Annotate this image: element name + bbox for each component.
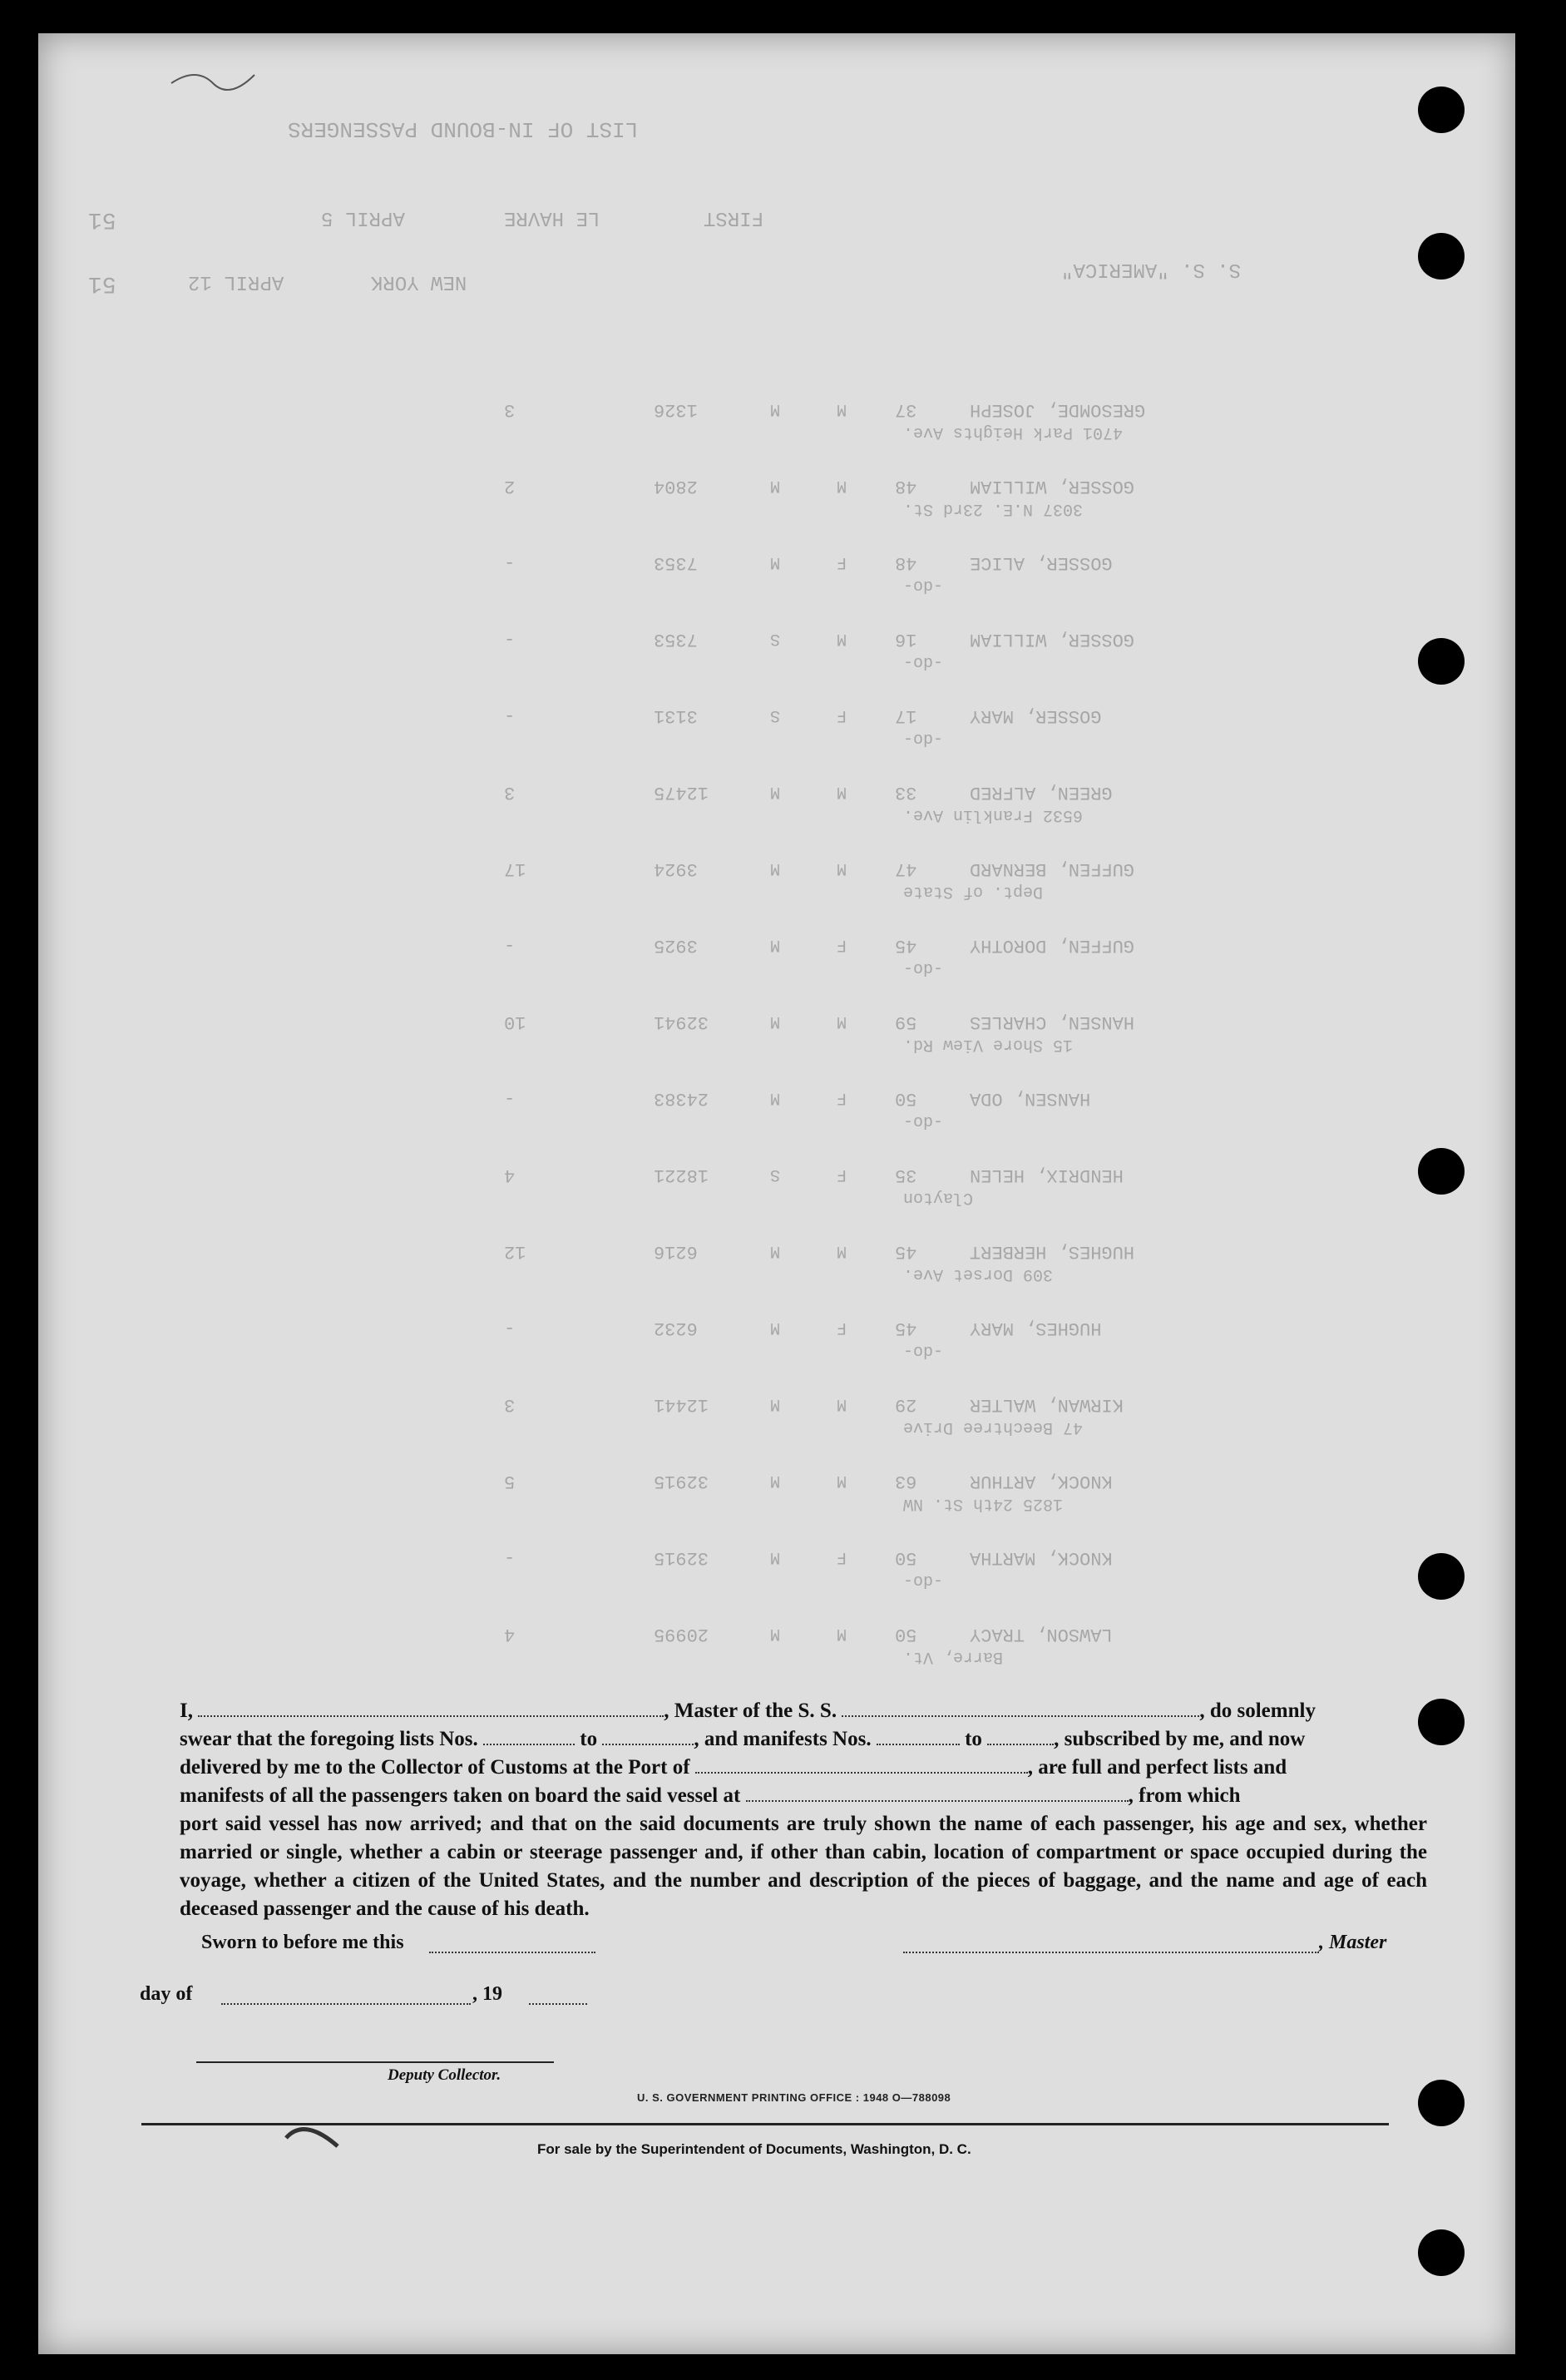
ghost-row-ms: M bbox=[770, 1394, 781, 1413]
ghost-row-age: 17 bbox=[895, 705, 917, 726]
ghost-row-bag: - bbox=[504, 1547, 516, 1568]
departure-port-blank[interactable] bbox=[746, 1785, 1129, 1802]
sworn-label: Sworn to before me this bbox=[201, 1932, 404, 1953]
ghost-row-age: 37 bbox=[895, 399, 917, 420]
ghost-row-bag: - bbox=[504, 705, 516, 726]
ghost-row-sex: F bbox=[837, 1547, 847, 1566]
ghost-row-ms: S bbox=[770, 705, 781, 725]
manifests-from-blank[interactable] bbox=[877, 1729, 960, 1745]
master-label: , Master bbox=[1319, 1932, 1387, 1953]
ghost-row-addr: 1825 24th St. NW bbox=[903, 1494, 1064, 1513]
ghost-row-sex: M bbox=[837, 1241, 847, 1260]
ghost-row-name: HUGHES, MARY bbox=[970, 1318, 1102, 1338]
ghost-row-bag: 10 bbox=[504, 1012, 526, 1032]
day-of-label: day of bbox=[140, 1983, 193, 2005]
ghost-row-ms: M bbox=[770, 1318, 781, 1337]
ghost-title: LIST OF IN-BOUND PASSENGERS bbox=[288, 116, 639, 141]
ghost-date-arr: APRIL 12 bbox=[188, 270, 284, 293]
ghost-row-age: 33 bbox=[895, 782, 917, 803]
ghost-row-no: 12441 bbox=[654, 1394, 709, 1415]
ghost-row-no: 32915 bbox=[654, 1547, 709, 1568]
ghost-row-age: 45 bbox=[895, 1318, 917, 1338]
ghost-row-no: 1326 bbox=[654, 399, 698, 420]
ghost-row-ms: S bbox=[770, 629, 781, 648]
ghost-row-no: 18221 bbox=[654, 1165, 709, 1185]
ghost-row-bag: 4 bbox=[504, 1165, 516, 1185]
ghost-row-no: 6232 bbox=[654, 1318, 698, 1338]
sworn-day-blank[interactable] bbox=[429, 1937, 595, 1953]
ghost-row-sex: F bbox=[837, 1165, 847, 1184]
ghost-from: LE HAVRE bbox=[504, 206, 600, 229]
master-signature-blank[interactable] bbox=[903, 1937, 1319, 1953]
ghost-row-no: 20995 bbox=[654, 1624, 709, 1645]
ghost-class: FIRST bbox=[704, 206, 764, 229]
ghost-row-addr: -do- bbox=[903, 1571, 944, 1590]
ghost-row-age: 48 bbox=[895, 476, 917, 497]
ghost-row-sex: M bbox=[837, 1624, 847, 1643]
ghost-row-no: 3925 bbox=[654, 935, 698, 956]
oath-taken-on-board: manifests of all the passengers taken on board the said vessel at bbox=[180, 1784, 741, 1807]
year-blank[interactable] bbox=[529, 1988, 587, 2005]
punch-hole-7 bbox=[1418, 2080, 1465, 2126]
ghost-row-age: 45 bbox=[895, 935, 917, 956]
oath-line-2 bbox=[180, 1725, 1427, 1754]
oath-master-of: , Master of the S. S. bbox=[664, 1700, 837, 1722]
ghost-row-ms: M bbox=[770, 552, 781, 571]
day-of-blank[interactable] bbox=[221, 1988, 471, 2005]
oath-block bbox=[180, 1697, 1427, 1923]
ghost-row-addr: 47 Beechtree Drive bbox=[903, 1418, 1084, 1437]
ghost-row-bag: 17 bbox=[504, 858, 526, 879]
ghost-row-ms: M bbox=[770, 858, 781, 878]
deputy-collector-label: Deputy Collector. bbox=[388, 2066, 501, 2084]
year-label: , 19 bbox=[472, 1983, 502, 2005]
ghost-row-no: 2804 bbox=[654, 476, 698, 497]
oath-line-3 bbox=[180, 1754, 1427, 1782]
ghost-row-age: 59 bbox=[895, 1012, 917, 1032]
ghost-row-sex: M bbox=[837, 476, 847, 495]
ghost-row-ms: M bbox=[770, 782, 781, 801]
ghost-row-name: GUFFEN, DOROTHY bbox=[970, 935, 1135, 956]
ghost-row-no: 24383 bbox=[654, 1088, 709, 1109]
punch-hole-1 bbox=[1418, 87, 1465, 133]
ghost-row-sex: M bbox=[837, 629, 847, 648]
ghost-row-bag: 2 bbox=[504, 476, 516, 497]
ghost-row-no: 3924 bbox=[654, 858, 698, 879]
punch-hole-3 bbox=[1418, 638, 1465, 685]
ghost-row-age: 47 bbox=[895, 858, 917, 879]
ghost-row-addr: -do- bbox=[903, 729, 944, 748]
ghost-row-addr: 3037 N.E. 23rd St. bbox=[903, 499, 1084, 518]
ghost-row-addr: 4701 Park Heights Ave. bbox=[903, 423, 1124, 442]
lists-from-blank[interactable] bbox=[483, 1729, 575, 1745]
ghost-row-sex: M bbox=[837, 399, 847, 418]
ghost-row-age: 63 bbox=[895, 1471, 917, 1492]
ghost-row-bag: 3 bbox=[504, 782, 516, 803]
ghost-row-name: GOSSER, WILLIAM bbox=[970, 629, 1135, 650]
ghost-row-sex: F bbox=[837, 705, 847, 725]
ghost-row-sex: M bbox=[837, 858, 847, 878]
manifest-page bbox=[38, 33, 1515, 2354]
punch-hole-2 bbox=[1418, 233, 1465, 280]
ghost-row-name: HANSEN, CHARLES bbox=[970, 1012, 1135, 1032]
ship-name-blank[interactable] bbox=[842, 1700, 1199, 1717]
punch-hole-5 bbox=[1418, 1553, 1465, 1600]
master-name-blank[interactable] bbox=[198, 1700, 664, 1717]
ghost-row-bag: 3 bbox=[504, 399, 516, 420]
oath-lists-nos: swear that the foregoing lists Nos. bbox=[180, 1728, 478, 1750]
ghost-row-addr: -do- bbox=[903, 576, 944, 595]
ghost-row-addr: 6532 Franklin Ave. bbox=[903, 805, 1084, 824]
ghost-row-sex: F bbox=[837, 1318, 847, 1337]
oath-manifests-nos: , and manifests Nos. bbox=[694, 1728, 872, 1750]
ghost-row-name: LAWSON, TRACY bbox=[970, 1624, 1113, 1645]
ghost-row-age: 50 bbox=[895, 1088, 917, 1109]
pencil-mark-icon bbox=[163, 58, 263, 108]
manifests-to-blank[interactable] bbox=[987, 1729, 1054, 1745]
ghost-row-no: 7353 bbox=[654, 552, 698, 573]
ghost-row-bag: 5 bbox=[504, 1471, 516, 1492]
punch-hole-6 bbox=[1418, 1699, 1465, 1745]
oath-i: I, bbox=[180, 1700, 193, 1722]
oath-solemnly: , do solemnly bbox=[1199, 1700, 1316, 1722]
ghost-to: NEW YORK bbox=[371, 270, 467, 293]
punch-hole-8 bbox=[1418, 2229, 1465, 2276]
ghost-row-sex: M bbox=[837, 1471, 847, 1490]
ghost-row-bag: 4 bbox=[504, 1624, 516, 1645]
ghost-row-age: 48 bbox=[895, 552, 917, 573]
ghost-row-ms: M bbox=[770, 1624, 781, 1643]
ghost-row-name: KNOCK, MARTHA bbox=[970, 1547, 1113, 1568]
ghost-row-bag: - bbox=[504, 552, 516, 573]
ghost-row-addr: -do- bbox=[903, 1111, 944, 1131]
ghost-row-name: GREEN, ALFRED bbox=[970, 782, 1113, 803]
printing-office-note: U. S. GOVERNMENT PRINTING OFFICE : 1948 O—788098 bbox=[637, 2091, 951, 2104]
oath-subscribed: , subscribed by me, and now bbox=[1054, 1728, 1306, 1750]
ghost-row-name: KIRWAN, WALTER bbox=[970, 1394, 1124, 1415]
ghost-row-age: 16 bbox=[895, 629, 917, 650]
ghost-row-sex: F bbox=[837, 552, 847, 571]
ghost-row-bag: 12 bbox=[504, 1241, 526, 1262]
ghost-row-name: HUGHES, HERBERT bbox=[970, 1241, 1135, 1262]
ghost-row-no: 7353 bbox=[654, 629, 698, 650]
ghost-row-sex: F bbox=[837, 935, 847, 954]
ghost-row-addr: -do- bbox=[903, 1341, 944, 1360]
ghost-row-addr: 309 Dorset Ave. bbox=[903, 1264, 1054, 1284]
oath-from-which: , from which bbox=[1128, 1784, 1241, 1807]
oath-body: port said vessel has now arrived; and that on the said documents are truly shown the name of each passenger, his age and sex, whether married or single, whether a cabin or steerage passenger and, if other than cabin, location of compartment or space occupied during the voyage, whether a citizen of the United States, and the number and description of the pieces of baggage, and the name and age of each deceased passenger and the cause of his death. bbox=[180, 1813, 1427, 1920]
ghost-row-addr: Clayton bbox=[903, 1188, 974, 1207]
ghost-row-sex: F bbox=[837, 1088, 847, 1107]
punch-hole-4 bbox=[1418, 1148, 1465, 1195]
ghost-row-name: GOSSER, MARY bbox=[970, 705, 1102, 726]
ghost-row-name: KNOCK, ARTHUR bbox=[970, 1471, 1113, 1492]
ghost-row-addr: Dept. of State bbox=[903, 882, 1044, 901]
ghost-row-name: GOSSER, ALICE bbox=[970, 552, 1113, 573]
ghost-row-sex: M bbox=[837, 1394, 847, 1413]
ghost-row-addr: Barre, Vt. bbox=[903, 1647, 1004, 1666]
ghost-row-ms: M bbox=[770, 935, 781, 954]
ghost-year2: 51 bbox=[88, 270, 116, 296]
ghost-row-addr: -do- bbox=[903, 958, 944, 977]
oath-line-1 bbox=[180, 1697, 1427, 1725]
ghost-row-bag: 3 bbox=[504, 1394, 516, 1415]
ghost-year1: 51 bbox=[88, 206, 116, 232]
footer-sale-note: For sale by the Superintendent of Documents, Washington, D. C. bbox=[537, 2141, 971, 2157]
ghost-row-ms: M bbox=[770, 399, 781, 418]
ghost-row-ms: M bbox=[770, 1088, 781, 1107]
ghost-row-name: HENDRIX, HELEN bbox=[970, 1165, 1124, 1185]
check-mark-icon bbox=[279, 2113, 346, 2155]
ghost-row-age: 50 bbox=[895, 1624, 917, 1645]
deputy-signature-line bbox=[196, 2061, 554, 2063]
ghost-row-no: 32915 bbox=[654, 1471, 709, 1492]
port-blank[interactable] bbox=[695, 1757, 1028, 1774]
ghost-row-no: 6216 bbox=[654, 1241, 698, 1262]
oath-collector: delivered by me to the Collector of Customs at the Port of bbox=[180, 1756, 690, 1779]
ghost-row-addr: 15 Shore View Rd. bbox=[903, 1035, 1074, 1054]
ghost-row-age: 45 bbox=[895, 1241, 917, 1262]
ghost-row-ms: M bbox=[770, 1471, 781, 1490]
ghost-row-bag: - bbox=[504, 1318, 516, 1338]
ghost-ship: S. S. "AMERICA" bbox=[1061, 258, 1242, 280]
oath-to-2: to bbox=[965, 1728, 982, 1750]
ghost-row-name: GUFFEN, BERNARD bbox=[970, 858, 1135, 879]
ghost-row-age: 29 bbox=[895, 1394, 917, 1415]
oath-full-perfect: , are full and perfect lists and bbox=[1027, 1756, 1287, 1779]
lists-to-blank[interactable] bbox=[602, 1729, 694, 1745]
oath-to-1: to bbox=[580, 1728, 598, 1750]
ghost-row-sex: M bbox=[837, 1012, 847, 1031]
ghost-row-ms: S bbox=[770, 1165, 781, 1184]
ghost-row-ms: M bbox=[770, 1547, 781, 1566]
ghost-row-bag: - bbox=[504, 935, 516, 956]
ghost-row-sex: M bbox=[837, 782, 847, 801]
ghost-row-ms: M bbox=[770, 476, 781, 495]
ghost-row-ms: M bbox=[770, 1241, 781, 1260]
ghost-row-addr: -do- bbox=[903, 652, 944, 671]
ghost-row-bag: - bbox=[504, 629, 516, 650]
ghost-row-age: 50 bbox=[895, 1547, 917, 1568]
ghost-row-no: 3131 bbox=[654, 705, 698, 726]
ghost-row-name: HANSEN, ODA bbox=[970, 1088, 1091, 1109]
ghost-row-ms: M bbox=[770, 1012, 781, 1031]
ghost-row-age: 35 bbox=[895, 1165, 917, 1185]
ghost-row-no: 12475 bbox=[654, 782, 709, 803]
ghost-row-no: 32941 bbox=[654, 1012, 709, 1032]
ghost-date-dep: APRIL 5 bbox=[321, 206, 405, 229]
oath-line-4 bbox=[180, 1782, 1427, 1810]
ghost-row-name: GOSSER, WILLIAM bbox=[970, 476, 1135, 497]
ghost-row-name: GRESOMDE, JOSEPH bbox=[970, 399, 1146, 420]
ghost-row-bag: - bbox=[504, 1088, 516, 1109]
